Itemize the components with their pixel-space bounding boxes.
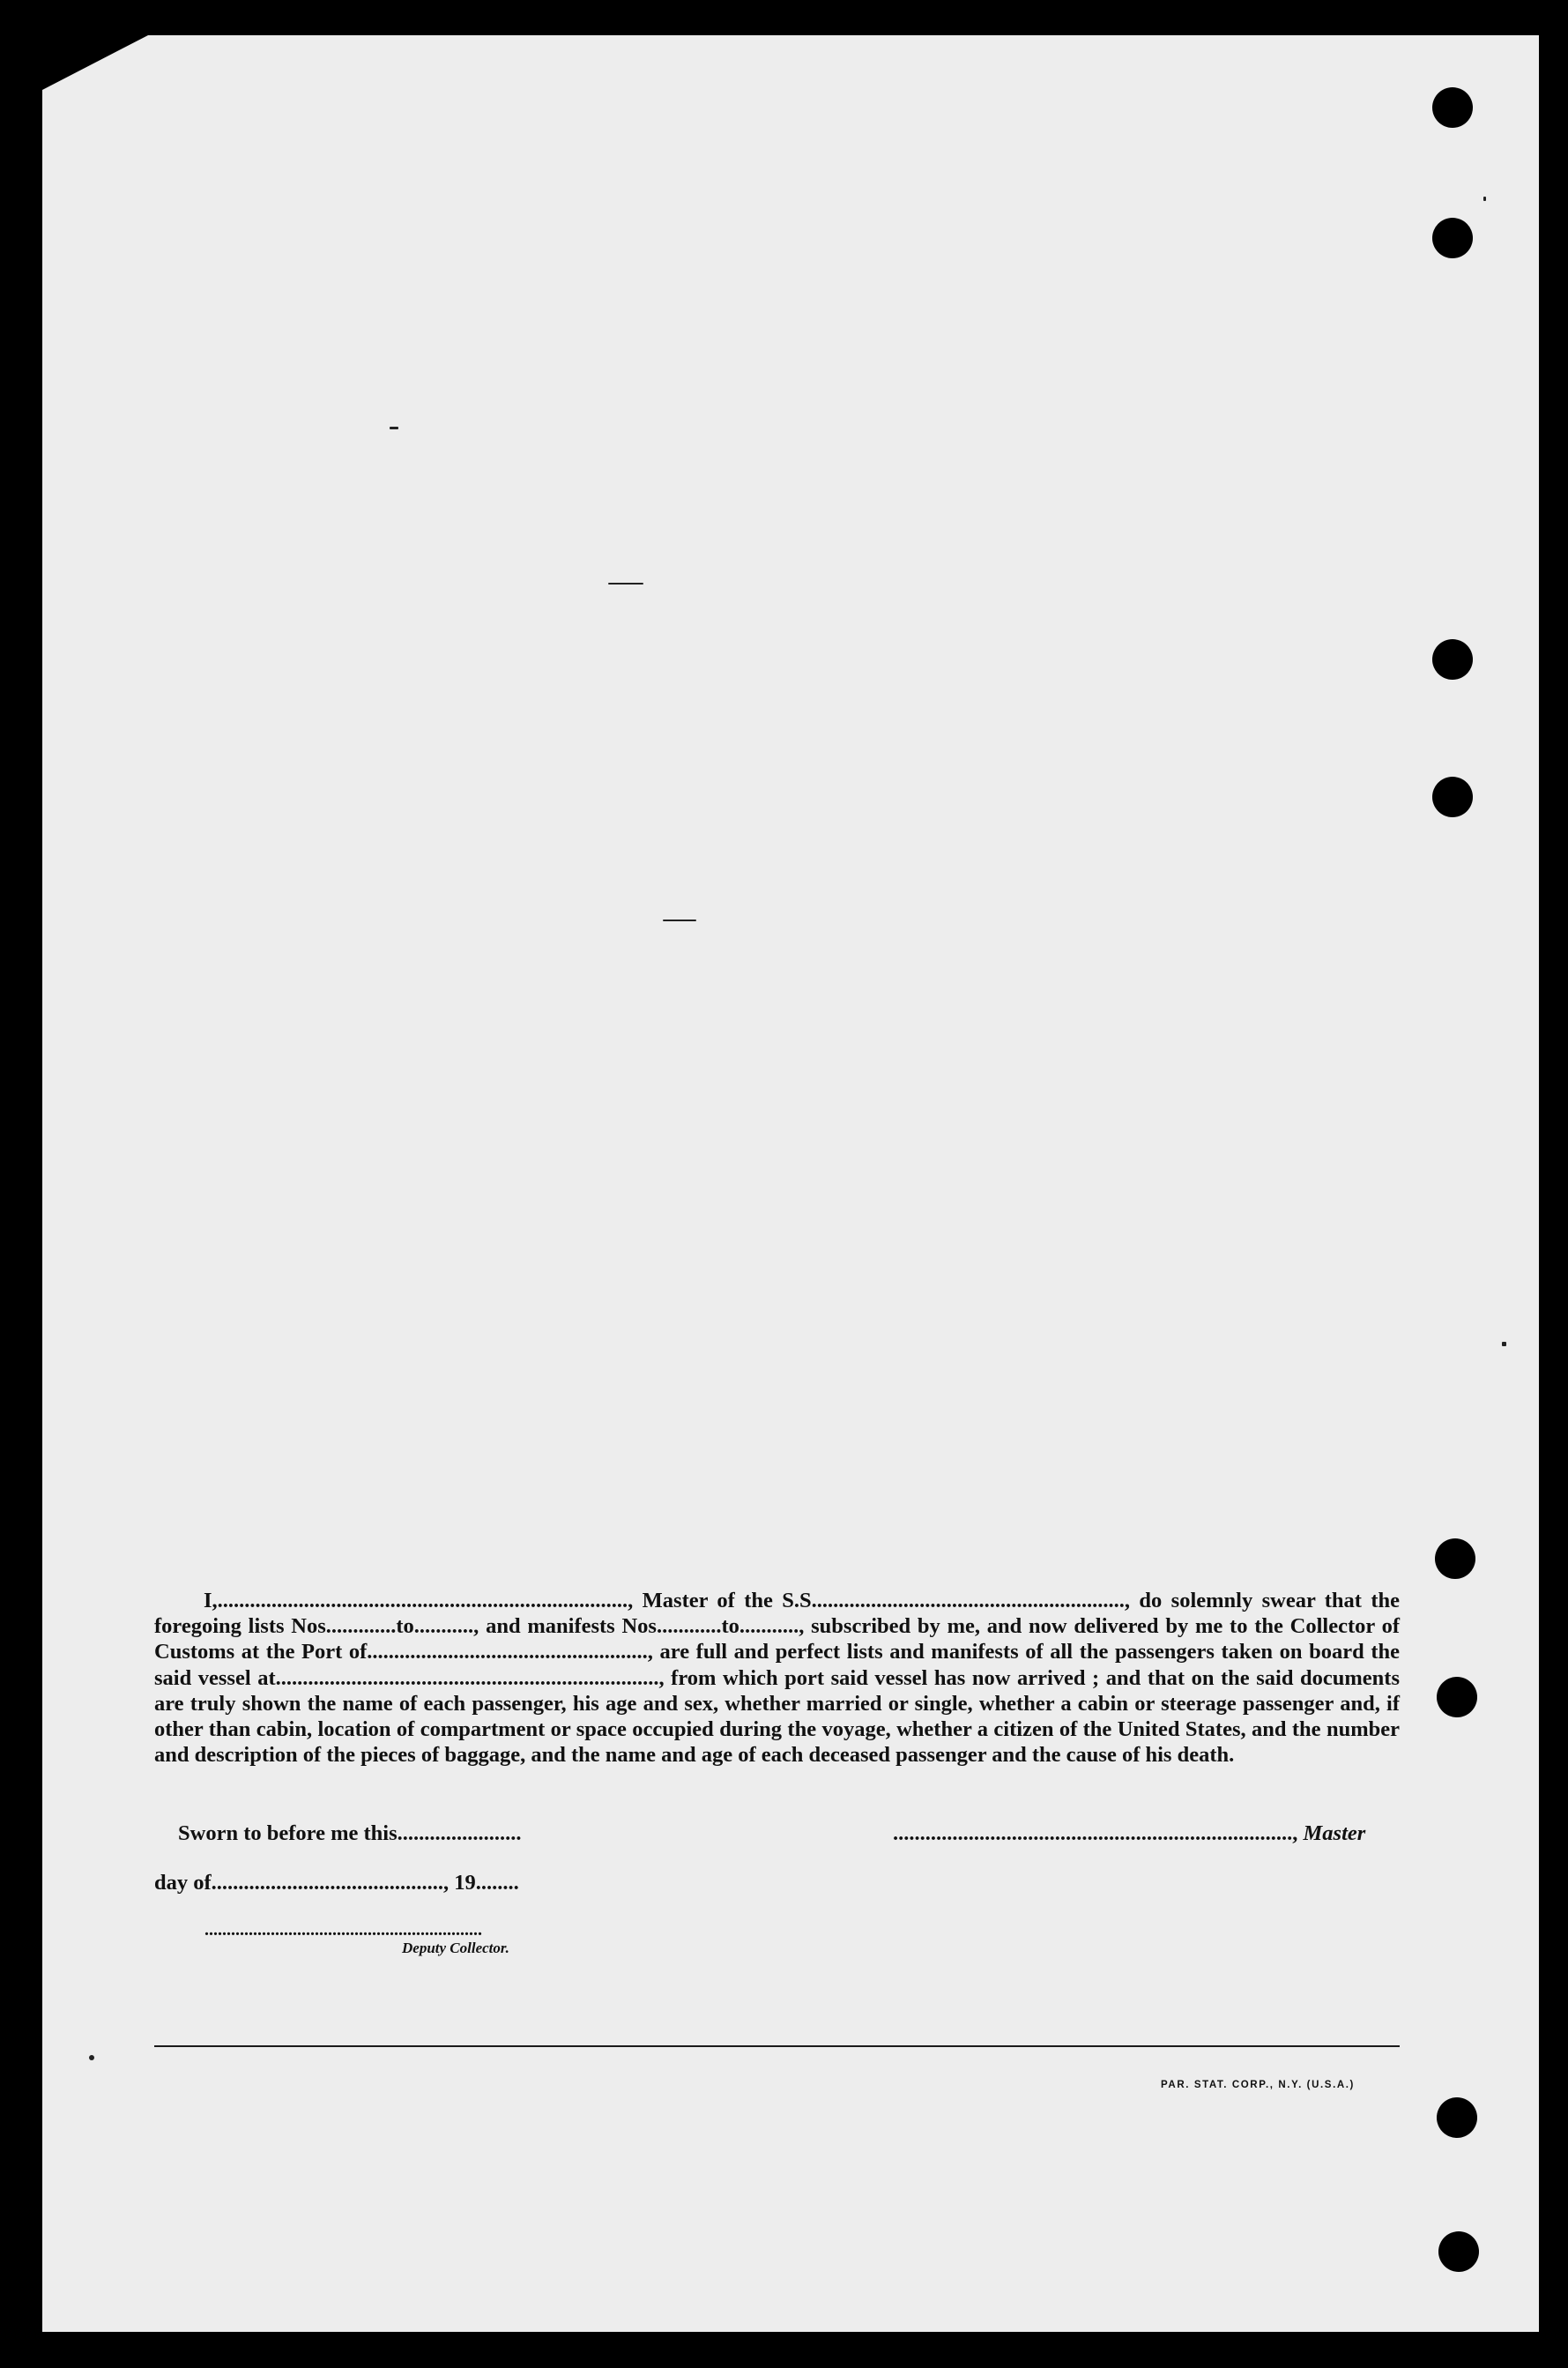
footer-rule (154, 2045, 1400, 2047)
collector-dots: ............................................................... (204, 1920, 482, 1940)
master-oath-paragraph (154, 1588, 1400, 1768)
scan-speck (663, 920, 696, 921)
binder-hole (1432, 87, 1473, 128)
master-label: Master (1303, 1821, 1366, 1845)
binder-hole (1432, 777, 1473, 817)
scan-speck (1483, 197, 1486, 201)
scan-speck (1502, 1342, 1506, 1346)
binder-hole (1437, 2097, 1477, 2138)
collector-signature-line (204, 1920, 482, 1940)
binder-hole (1432, 218, 1473, 258)
scan-speck (390, 427, 398, 429)
binder-hole (1432, 639, 1473, 680)
master-dots: .........................................................................., (893, 1821, 1298, 1845)
master-signature-line (893, 1821, 1365, 1846)
day-text: day of..........................................., 19........ (154, 1871, 519, 1895)
scan-speck (608, 583, 643, 585)
binder-hole (1438, 2231, 1479, 2272)
oath-text: I,............................................................................, Master of the S.S.........................................................., do solemnly swear that the foregoing lists Nos.............to..........., and manifests Nos............to..........., subscribed by me, and now delivered by me to the Collector of Customs at the Port of...................................................., are full and perfect lists and manifests of all the passengers taken on board the said vessel at......................................................................., from which port said vessel has now arrived ; and that on the said documents are truly shown the name of each passenger, his age and sex, whether married or single, whether a cabin or steerage passenger and, if other than cabin, location of compartment or space occupied during the voyage, whether a citizen of the United States, and the number and description of the pieces of baggage, and the name and age of each deceased passenger and the cause of his death. (154, 1589, 1400, 1768)
deputy-collector-label: Deputy Collector. (402, 1940, 509, 1956)
scan-speck (89, 2055, 94, 2060)
day-line (154, 1871, 519, 1895)
manifest-page (42, 35, 1539, 2332)
binder-hole (1437, 1677, 1477, 1717)
sworn-text: Sworn to before me this....................... (178, 1821, 522, 1845)
printer-imprint: PAR. STAT. CORP., N.Y. (U.S.A.) (1161, 2080, 1355, 2090)
sworn-line (178, 1821, 521, 1846)
binder-hole (1435, 1538, 1475, 1579)
